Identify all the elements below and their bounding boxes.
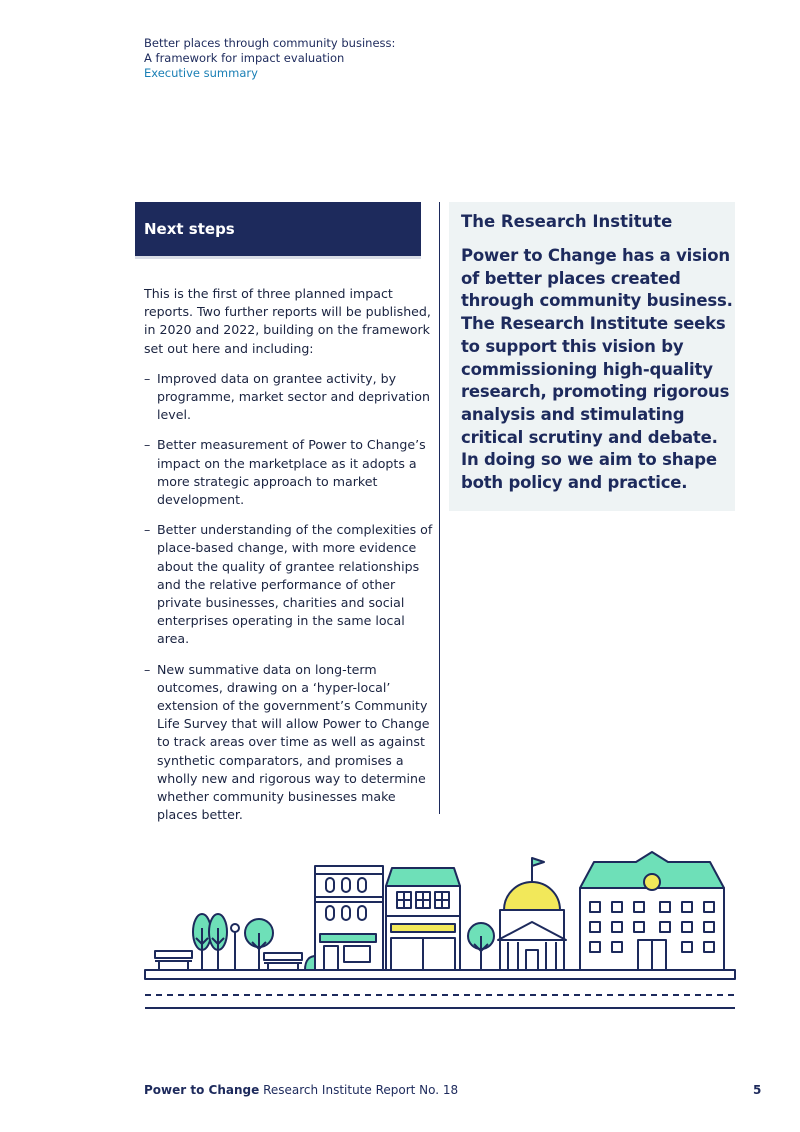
next-steps-item: – Better understanding of the complexities of place-based change, with more evidence about the quality of grantee relationships and the relative performance of other private businesses, charities and social enterprises operating in the same local area. <box>144 522 433 647</box>
tree-icon <box>468 923 494 970</box>
apartment-building-icon <box>315 866 383 970</box>
next-steps-body <box>144 285 434 836</box>
next-steps-intro: This is the first of three planned impact reports. Two further reports will be published, in 2020 and 2022, building on the framework set out here and including: <box>144 286 431 356</box>
footer-brand: Power to Change <box>144 1083 260 1097</box>
pavement <box>145 970 735 979</box>
running-header <box>144 36 395 81</box>
next-steps-item: – Improved data on grantee activity, by programme, market sector and deprivation level. <box>144 370 430 423</box>
shop-building-icon <box>386 868 460 970</box>
research-institute-panel <box>449 202 735 511</box>
column-divider <box>439 202 440 814</box>
next-steps-list <box>144 370 434 825</box>
next-steps-heading: Next steps <box>135 202 421 256</box>
section-title: Executive summary <box>144 66 258 80</box>
report-title-line-1: Better places through community business: <box>144 36 396 50</box>
page-footer <box>144 1083 458 1097</box>
civic-building-icon <box>580 852 724 970</box>
bench-icon <box>155 951 192 970</box>
dash-marker: – <box>144 661 151 677</box>
town-street-illustration <box>140 850 740 1020</box>
research-institute-body: Power to Change has a vision of better places created through community business. The Research Institute seeks to support this vision by commissioning high-quality research, promoting rigorous analysis and stimulating critical scrutiny and debate. In doing so we aim to shape both policy and practice. <box>461 246 733 493</box>
dash-marker: – <box>144 522 151 538</box>
report-title-line-2: A framework for impact evaluation <box>144 51 345 65</box>
tree-icon <box>193 914 211 970</box>
research-institute-title: The Research Institute <box>461 212 673 231</box>
bench-icon <box>264 953 302 970</box>
next-steps-item: – New summative data on long-term outcomes, drawing on a ‘hyper-local’ extension of the government’s Community Life Survey that will allow Power to Change to track areas over time as well as against synthetic comparators, and promises a wholly new and rigorous way to determine whether community businesses make places better. <box>144 661 430 823</box>
page-number: 5 <box>753 1083 762 1097</box>
town-hall-icon <box>498 858 566 970</box>
street-lamp-icon <box>231 924 239 970</box>
footer-report-title: Research Institute Report No. 18 <box>259 1083 459 1097</box>
dash-marker: – <box>144 370 151 386</box>
tree-icon <box>209 914 227 970</box>
dash-marker: – <box>144 437 151 453</box>
next-steps-item: – Better measurement of Power to Change’s impact on the marketplace as it adopts a more strategic approach to market development. <box>144 437 426 508</box>
